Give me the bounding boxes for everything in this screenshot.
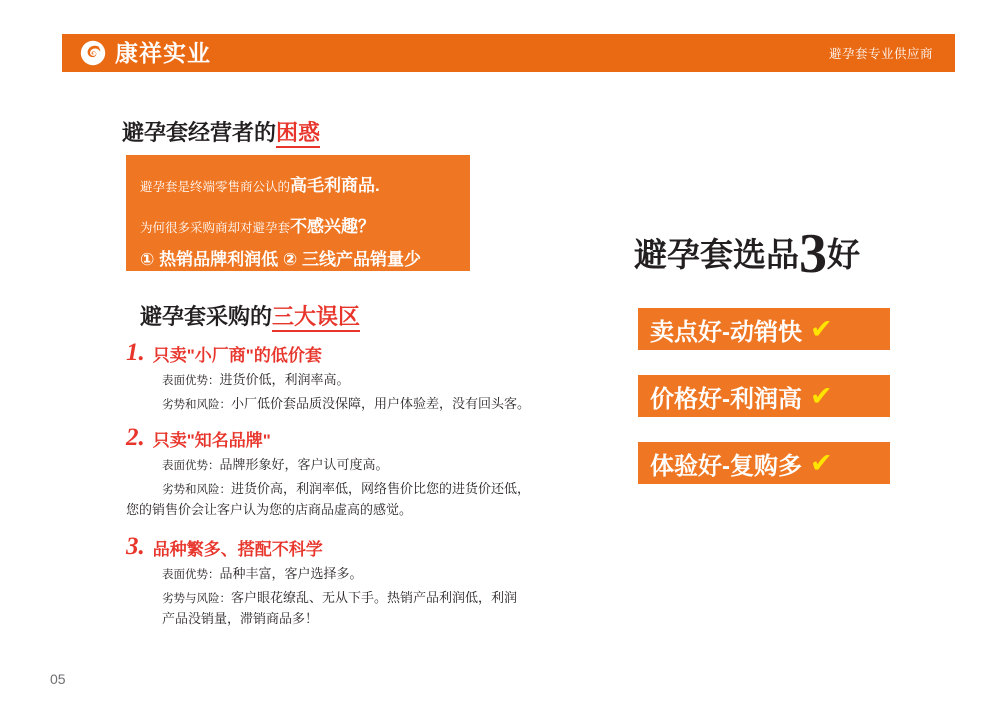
item-pros-text: 品牌形象好，客户认可度高。 (219, 457, 389, 472)
benefit-badge (638, 442, 890, 484)
list-item (126, 340, 596, 415)
section-title-mistakes-prefix: 避孕套采购的 (140, 304, 273, 329)
check-icon: ✔ (810, 313, 833, 344)
item-cons (162, 394, 596, 415)
item-pros (162, 370, 596, 391)
item-pros (162, 564, 596, 585)
item-number: 3. (126, 533, 145, 560)
right-headline-number: 3 (799, 223, 827, 285)
benefit-badge (638, 308, 890, 350)
item-title: 只卖"知名品牌" (152, 431, 271, 451)
item-cons-label: 劣势和风险： (162, 483, 231, 496)
callout-line-1 (140, 177, 380, 195)
list-item (126, 534, 596, 629)
item-cons-label: 劣势与风险： (162, 592, 231, 605)
item-cons-text: 小厂低价套品质没保障，用户体验差，没有回头客。 (231, 395, 531, 411)
list-item (126, 425, 596, 520)
callout-line-2-big: 不感兴趣？ (290, 217, 376, 236)
item-number: 1. (126, 339, 145, 366)
item-cons-text: 进货价高，利润率低，网络售价比您的进货价还低， (231, 480, 531, 496)
section-title-confusion (122, 116, 320, 147)
item-title: 品种繁多、搭配不科学 (152, 540, 323, 560)
check-icon: ✔ (810, 380, 833, 411)
benefit-label: 卖点好-动销快 (650, 318, 802, 346)
header-tagline: 避孕套专业供应商 (828, 47, 933, 61)
item-pros-text: 品种丰富，客户选择多。 (219, 566, 363, 581)
callout-line-1-big: 高毛利商品. (290, 176, 380, 195)
section-title-confusion-prefix: 避孕套经营者的 (122, 120, 277, 145)
item-cons (126, 479, 596, 520)
item-pros-text: 进货价低，利润率高。 (219, 372, 350, 387)
right-column (620, 0, 1000, 719)
section-title-mistakes (140, 300, 360, 331)
item-header (126, 340, 596, 365)
item-number: 2. (126, 424, 145, 451)
check-icon: ✔ (810, 447, 833, 478)
item-cons (162, 588, 596, 629)
item-pros-label: 表面优势： (162, 375, 220, 387)
item-pros-label: 表面优势： (162, 460, 220, 472)
item-cons-label: 劣势和风险： (162, 398, 231, 411)
right-headline (634, 223, 860, 285)
item-pros (162, 455, 596, 476)
callout-line-2 (140, 218, 375, 236)
item-cons-text-2: 产品没销量，滞销商品多！ (162, 610, 319, 626)
callout-box (126, 155, 470, 271)
page-number: 05 (50, 671, 66, 687)
benefit-label: 体验好-复购多 (650, 452, 802, 480)
item-cons-text-2: 您的销售价会让客户认为您的店商品虚高的感觉。 (126, 501, 413, 517)
right-headline-suffix: 好 (827, 236, 860, 273)
section-title-confusion-highlight: 困惑 (276, 120, 320, 148)
right-headline-prefix: 避孕套选品 (634, 236, 799, 273)
item-header (126, 425, 596, 450)
callout-line-1-small: 避孕套是终端零售商公认的 (140, 180, 291, 194)
item-cons-text: 客户眼花缭乱、无从下手。热销产品利润低，利润 (231, 589, 518, 605)
item-header (126, 534, 596, 559)
benefit-badge (638, 375, 890, 417)
brand-name: 康祥实业 (115, 39, 211, 66)
callout-line-3: ① 热销品牌利润低 ② 三线产品销量少 (140, 250, 421, 269)
callout-line-2-small: 为何很多采购商却对避孕套 (140, 221, 291, 235)
section-title-mistakes-highlight: 三大误区 (272, 304, 360, 332)
item-pros-label: 表面优势： (162, 569, 220, 581)
item-title: 只卖"小厂商"的低价套 (152, 346, 322, 366)
benefit-label: 价格好-利润高 (650, 385, 802, 413)
